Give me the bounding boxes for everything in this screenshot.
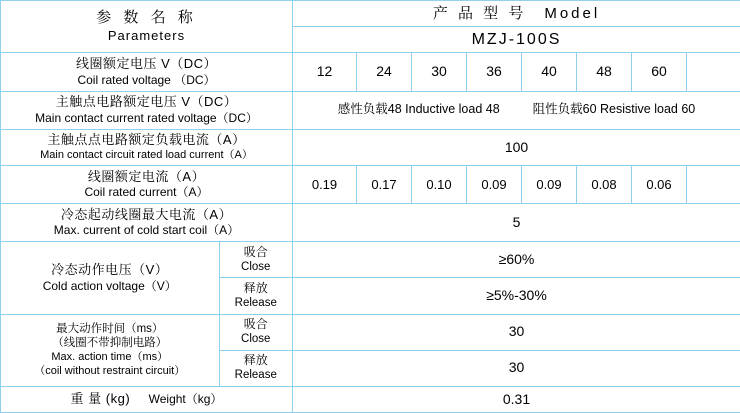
cold-start-max-current-label bbox=[1, 204, 293, 242]
max-action-close-en: Close bbox=[241, 333, 271, 346]
weight-label-en: Weight（kg） bbox=[148, 392, 223, 407]
max-action-time-release-label bbox=[219, 350, 292, 386]
max-action-time-close-value: 30 bbox=[293, 314, 740, 350]
cold-action-release-en: Release bbox=[234, 297, 277, 310]
coil-rated-current-value-5: 0.09 bbox=[522, 166, 577, 204]
max-action-time-label-cn-2: （线圈不带抑制电路） bbox=[52, 337, 168, 350]
parameters-header-cell bbox=[1, 1, 293, 53]
cold-action-voltage-label-cn: 冷态动作电压（V） bbox=[51, 262, 169, 278]
cold-action-release-cn: 释放 bbox=[243, 281, 268, 296]
row-main-contact-rated-voltage bbox=[1, 91, 740, 129]
main-contact-rated-load-current-label-en: Main contact circuit rated load current（A） bbox=[40, 148, 253, 161]
model-header-cn: 产 品 型 号 bbox=[432, 4, 527, 22]
inductive-load-en: Inductive load 48 bbox=[405, 102, 500, 117]
coil-rated-voltage-value-6: 48 bbox=[577, 53, 632, 91]
coil-rated-voltage-value-3: 30 bbox=[412, 53, 467, 91]
weight-label bbox=[1, 386, 293, 412]
row-weight bbox=[1, 386, 740, 412]
coil-rated-voltage-label bbox=[1, 53, 293, 91]
parameters-header-cn: 参 数 名 称 bbox=[96, 9, 197, 27]
coil-rated-voltage-value-4: 36 bbox=[467, 53, 522, 91]
max-action-time-label-cn-1: 最大动作时间（ms） bbox=[56, 323, 164, 335]
cold-start-max-current-value: 5 bbox=[293, 204, 740, 242]
weight-value: 0.31 bbox=[293, 386, 740, 412]
max-action-release-en: Release bbox=[234, 369, 277, 382]
cold-action-voltage-close-label bbox=[219, 242, 292, 278]
model-value: MZJ-100S bbox=[471, 30, 562, 48]
coil-rated-voltage-value-1: 12 bbox=[293, 53, 357, 91]
coil-rated-current-value-3: 0.10 bbox=[412, 166, 467, 204]
inductive-load-cn: 感性负载48 bbox=[337, 102, 402, 117]
row-main-contact-rated-load-current bbox=[1, 129, 740, 166]
weight-label-cn: 重 量 (kg) bbox=[70, 391, 131, 407]
row-coil-rated-current bbox=[1, 166, 740, 204]
coil-rated-voltage-label-en: Coil rated voltage （DC） bbox=[77, 72, 216, 87]
coil-rated-current-value-6: 0.08 bbox=[577, 166, 632, 204]
max-action-close-cn: 吸合 bbox=[243, 317, 268, 332]
coil-rated-voltage-value-5: 40 bbox=[522, 53, 577, 91]
coil-rated-voltage-label-cn: 线圈额定电压 V（DC） bbox=[75, 56, 218, 72]
coil-rated-current-label bbox=[1, 166, 293, 204]
coil-rated-voltage-value-7: 60 bbox=[632, 53, 687, 91]
coil-rated-voltage-value-2: 24 bbox=[357, 53, 412, 91]
cold-action-voltage-label-en: Cold action voltage（V） bbox=[42, 278, 177, 293]
max-action-time-label-en-2: （coil without restraint circuit） bbox=[34, 364, 186, 377]
coil-rated-current-value-4: 0.09 bbox=[467, 166, 522, 204]
cold-action-close-cn: 吸合 bbox=[243, 245, 268, 260]
row-cold-action-voltage-close bbox=[1, 242, 740, 278]
coil-rated-current-value-1: 0.19 bbox=[293, 166, 357, 204]
main-contact-rated-load-current-value: 100 bbox=[293, 129, 740, 166]
cold-start-max-current-label-en: Max. current of cold start coil（A） bbox=[53, 223, 240, 238]
row-coil-rated-voltage bbox=[1, 53, 740, 91]
max-action-time-close-label bbox=[219, 315, 292, 351]
resistive-load-cn: 阻性负载60 bbox=[532, 102, 597, 117]
coil-rated-current-value-2: 0.17 bbox=[357, 166, 412, 204]
table-header-row-1 bbox=[1, 1, 740, 27]
row-cold-start-max-current bbox=[1, 204, 740, 242]
cold-start-max-current-label-cn: 冷态起动线圈最大电流（A） bbox=[60, 207, 233, 223]
max-action-release-cn: 释放 bbox=[243, 353, 268, 368]
cold-action-voltage-release-label bbox=[219, 278, 292, 314]
max-action-time-label-en-1: Max. action time（ms） bbox=[51, 350, 169, 363]
main-contact-rated-voltage-label bbox=[1, 91, 293, 129]
model-header-cell bbox=[293, 1, 740, 27]
main-contact-rated-voltage-values bbox=[293, 91, 740, 129]
max-action-time-label bbox=[1, 315, 219, 386]
cold-action-voltage-label-wrapper bbox=[1, 242, 293, 314]
cold-action-voltage-release-value: ≥5%-30% bbox=[293, 278, 740, 314]
cold-action-close-en: Close bbox=[241, 261, 271, 274]
parameters-header-en: Parameters bbox=[107, 27, 186, 43]
max-action-time-label-wrapper bbox=[1, 314, 293, 386]
max-action-time-release-value: 30 bbox=[293, 350, 740, 386]
resistive-load-en: Resistive load 60 bbox=[600, 102, 696, 117]
coil-rated-current-label-cn: 线圈额定电流（A） bbox=[87, 169, 206, 185]
main-contact-rated-load-current-label bbox=[1, 129, 293, 166]
coil-rated-current-value-7: 0.06 bbox=[632, 166, 687, 204]
coil-rated-current-label-en: Coil rated current（A） bbox=[84, 185, 209, 200]
cold-action-voltage-label bbox=[1, 242, 219, 313]
model-header-en: Model bbox=[544, 4, 601, 22]
model-value-cell bbox=[293, 27, 740, 53]
cold-action-voltage-close-value: ≥60% bbox=[293, 242, 740, 278]
main-contact-rated-voltage-label-cn: 主触点电路额定电压 V（DC） bbox=[55, 94, 238, 110]
main-contact-rated-voltage-label-en: Main contact current rated voltage（DC） bbox=[35, 110, 258, 125]
row-max-action-time-close bbox=[1, 314, 740, 350]
main-contact-rated-load-current-label-cn: 主触点点电路额定负载电流（A） bbox=[47, 132, 246, 148]
